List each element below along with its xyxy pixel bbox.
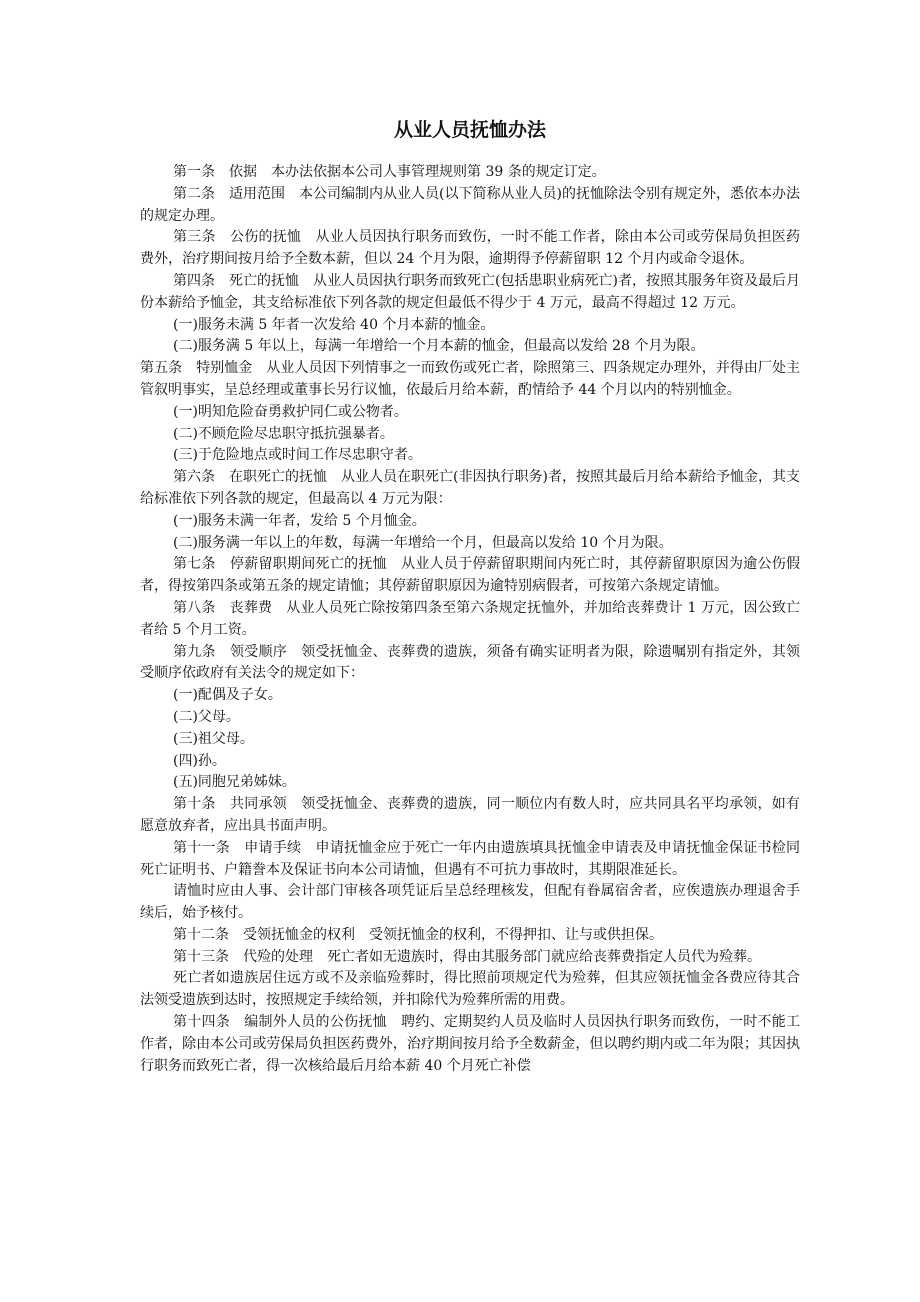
- article-9-item-3: (三)祖父母。: [173, 730, 254, 747]
- article-9-item-1: (一)配偶及子女。: [173, 687, 282, 704]
- article-5-item-2: (二)不顾危险尽忠职守抵抗强暴者。: [173, 425, 394, 442]
- article-4: 第四条 死亡的抚恤 从业人员因执行职务而致死亡(包括患职业病死亡)者，按照其服务年资及最后月份本薪给予恤金，其支给标准依下列各款的规定但最低不得少于 4 万元，最高不得超过 12 万元。: [140, 272, 800, 311]
- article-4-item-2: (二)服务满 5 年以上，每满一年增给一个月本薪的恤金，但最高以发给 28 个月为限。: [173, 338, 705, 355]
- article-9: 第九条 领受顺序 领受抚恤金、丧葬费的遗族，须备有确实证明者为限，除遗嘱别有指定外，其领受顺序依政府有关法令的规定如下：: [140, 643, 800, 682]
- article-9-item-4: (四)孙。: [173, 752, 226, 769]
- article-9-item-2: (二)父母。: [173, 708, 240, 725]
- article-2: 第二条 适用范围 本公司编制内从业人员(以下简称从业人员)的抚恤除法令别有规定外，悉依本办法的规定办理。: [140, 185, 800, 224]
- article-4-item-1: (一)服务未满 5 年者一次发给 40 个月本薪的恤金。: [173, 316, 495, 333]
- article-5: 第五条 特别恤金 从业人员因下列情事之一而致伤或死亡者，除照第三、四条规定办理外，并得由厂处主管叙明事实，呈总经理或董事长另行议恤，依最后月给本薪，酌情给予 44 个月以内的特别恤金。: [140, 360, 800, 398]
- article-13: 第十三条 代殓的处理 死亡者如无遗族时，得由其服务部门就应给丧葬费指定人员代为殓葬。: [173, 948, 761, 965]
- article-14: 第十四条 编制外人员的公伤抚恤 聘约、定期契约人员及临时人员因执行职务而致伤，一时不能工作者，除由本公司或劳保局负担医药费外，治疗期间按月给予全数薪金，但以聘约期内或二年为限；其因执行职务而致死亡者，得一次核给最后月给本薪 40 个月死亡补偿: [140, 1014, 800, 1074]
- article-5-item-3: (三)于危险地点或时间工作尽忠职守者。: [173, 447, 422, 464]
- article-12: 第十二条 受领抚恤金的权利 受领抚恤金的权利，不得押扣、让与或供担保。: [173, 926, 663, 943]
- article-11-note: 请恤时应由人事、会计部门审核各项凭证后呈总经理核发，但配有眷属宿舍者，应俟遗族办理退舍手续后，始予核付。: [140, 883, 800, 922]
- document-body: [140, 162, 800, 1077]
- article-8: 第八条 丧葬费 从业人员死亡除按第四条至第六条规定抚恤外，并加给丧葬费计 1 万元，因公致亡者给 5 个月工资。: [140, 599, 800, 638]
- article-13-note: 死亡者如遗族居住远方或不及亲临殓葬时，得比照前项规定代为殓葬，但其应领抚恤金各费应待其合法领受遗族到达时，按照规定手续给领，并扣除代为殓葬所需的用费。: [140, 970, 800, 1009]
- document-title: 从业人员抚恤办法: [393, 119, 546, 141]
- article-5-item-1: (一)明知危险奋勇救护同仁或公物者。: [173, 403, 408, 420]
- article-9-item-5: (五)同胞兄弟姊妹。: [173, 774, 296, 791]
- article-6-item-1: (一)服务未满一年者，发给 5 个月恤金。: [173, 512, 426, 529]
- article-1: 第一条 依据 本办法依据本公司人事管理规则第 39 条的规定订定。: [173, 164, 606, 180]
- document-page: [140, 0, 800, 1077]
- article-7: 第七条 停薪留职期间死亡的抚恤 从业人员于停薪留职期间内死亡时，其停薪留职原因为逾公伤假者，得按第四条或第五条的规定请恤；其停薪留职原因为逾特别病假者，可按第六条规定请恤。: [140, 556, 800, 595]
- article-10: 第十条 共同承领 领受抚恤金、丧葬费的遗族，同一顺位内有数人时，应共同具名平均承领，如有愿意放弃者，应出具书面声明。: [140, 796, 800, 834]
- article-11: 第十一条 申请手续 申请抚恤金应于死亡一年内由遗族填具抚恤金申请表及申请抚恤金保证书检同死亡证明书、户籍誊本及保证书向本公司请恤，但遇有不可抗力事故时，其期限准延长。: [140, 839, 800, 878]
- article-6: 第六条 在职死亡的抚恤 从业人员在职死亡(非因执行职务)者，按照其最后月给本薪给予恤金，其支给标准依下列各款的规定，但最高以 4 万元为限：: [140, 469, 800, 507]
- article-6-item-2: (二)服务满一年以上的年数，每满一年增给一个月，但最高以发给 10 个月为限。: [173, 534, 673, 551]
- article-3: 第三条 公伤的抚恤 从业人员因执行职务而致伤，一时不能工作者，除由本公司或劳保局负担医药费外，治疗期间按月给予全数本薪，但以 24 个月为限，逾期得予停薪留职 12 个月内或命令退休。: [140, 229, 800, 268]
